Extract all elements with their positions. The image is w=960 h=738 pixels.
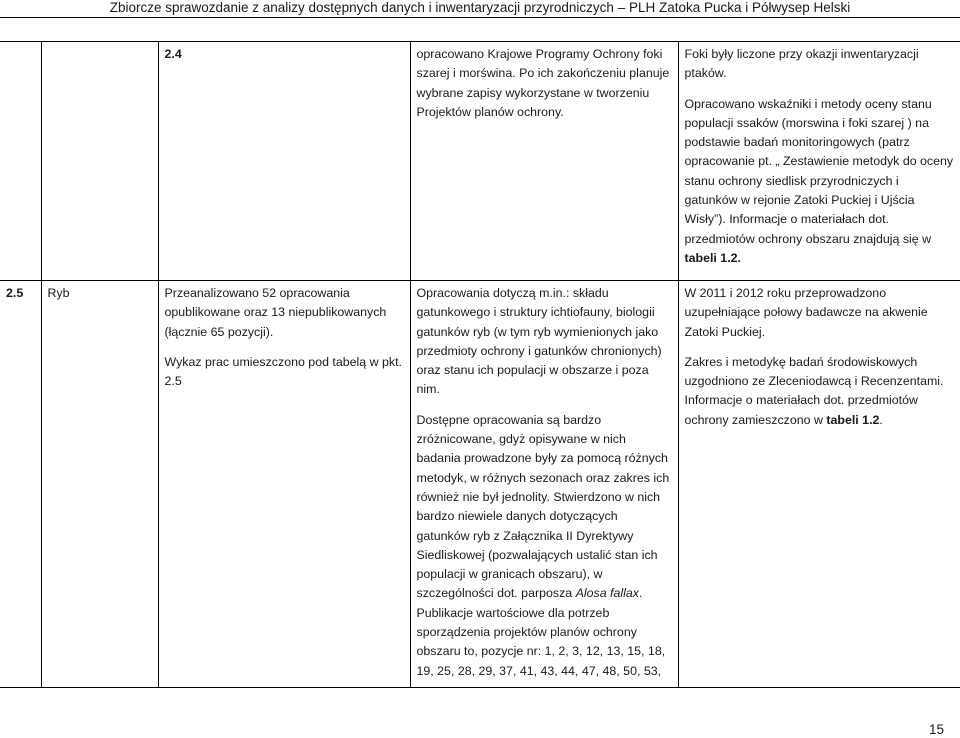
- cell-reference: 2.4: [158, 42, 410, 281]
- cell-actions: [678, 42, 960, 281]
- cell-studies-description: [410, 42, 678, 281]
- paragraph: Przeanalizowano 52 opracowania opublikowane oraz 13 niepublikowanych (łącznie 65 pozycji).: [164, 286, 387, 339]
- paragraph: [417, 411, 672, 681]
- paragraph: opracowano Krajowe Programy Ochrony foki szarej i morświna. Po ich zakończeniu planuje wybrane zapisy wykorzystane w tworzeniu Projektów planów ochrony.: [416, 47, 670, 119]
- paragraph: Foki były liczone przy okazji inwentaryzacji ptaków.: [684, 47, 919, 81]
- cell-group: Ryb: [41, 281, 158, 688]
- paragraph-text: Opracowano wskaźniki i metody oceny stanu populacji ssaków (morswina i foki szarej ) na podstawie badań monitoringowych (patrz opracowanie pt. „ Zestawienie metodyk do oceny stanu ochrony siedlisk przyrodniczych i gatunków w rejonie Zatoki Puckiej i Ujścia Wisły”). Informacje o materiałach dot. przedmiotów ochrony obszaru znajdują się w: [684, 96, 954, 246]
- cell-number: 2.5: [0, 281, 41, 688]
- cell-studies-description: [410, 281, 678, 688]
- cell-number: [0, 42, 41, 281]
- paragraph: [685, 95, 955, 269]
- paragraph-text: .: [879, 412, 883, 427]
- document-header: Zbiorcze sprawozdanie z analizy dostępnych danych i inwentaryzacji przyrodniczych – PLH Zatoka Pucka i Półwysep Helski: [109, 0, 851, 15]
- paragraph: [685, 353, 955, 430]
- page-number: 15: [928, 722, 944, 737]
- paragraph-text: . Publikacje wartościowe dla potrzeb sporządzenia projektów planów ochrony obszaru to, pozycje nr: 1, 2, 3, 12, 13, 15, 18, 19, 25, 28, 29, 37, 41, 43, 44, 47, 48, 50, 53,: [416, 586, 666, 678]
- cell-actions: [678, 281, 960, 688]
- paragraph: W 2011 i 2012 roku przeprowadzono uzupełniające połowy badawcze na akwenie Zatoki Puckiej.: [684, 286, 928, 339]
- paragraph-text: Dostępne opracowania są bardzo zróżnicowane, gdyż opisywane w nich badania prowadzone były za pomocą różnych metodyk, w różnych sezonach oraz zakres ich również nie był jednolity. Stwierdzono w nich bardzo niewiele danych dotyczących gatunków ryb z Załącznika II Dyrektywy Siedliskowej (pozwalających ustalić stan ich populacji w granicach obszaru), w szczególności dot. parposza: [416, 412, 670, 601]
- table-row: [0, 42, 960, 281]
- inventory-table: [0, 41, 960, 688]
- paragraph: Opracowania dotyczą m.in.: składu gatunkowego i struktury ichtiofauny, biologii gatunków ryb (w tym ryb wymienionych jako przedmioty ochrony i gatunków chronionych) oraz stanu ich populacji w obszarze i poza nim.: [416, 286, 662, 397]
- cell-group: [41, 42, 158, 281]
- table-row: [0, 281, 960, 688]
- table-reference: tabeli 1.2: [826, 412, 880, 427]
- paragraph: Wykaz prac umieszczono pod tabelą w pkt. 2.5: [164, 354, 402, 389]
- paragraph-text: Zakres i metodykę badań środowiskowych uzgodniono ze Zleceniodawcą i Recenzentami. Informacje o materiałach dot. przedmiotów ochrony zamieszczono w: [684, 354, 944, 427]
- header-divider: [0, 17, 960, 18]
- species-name: Alosa fallax: [575, 586, 639, 601]
- table-reference: tabeli 1.2.: [684, 250, 741, 265]
- cell-analysis-summary: [158, 281, 410, 688]
